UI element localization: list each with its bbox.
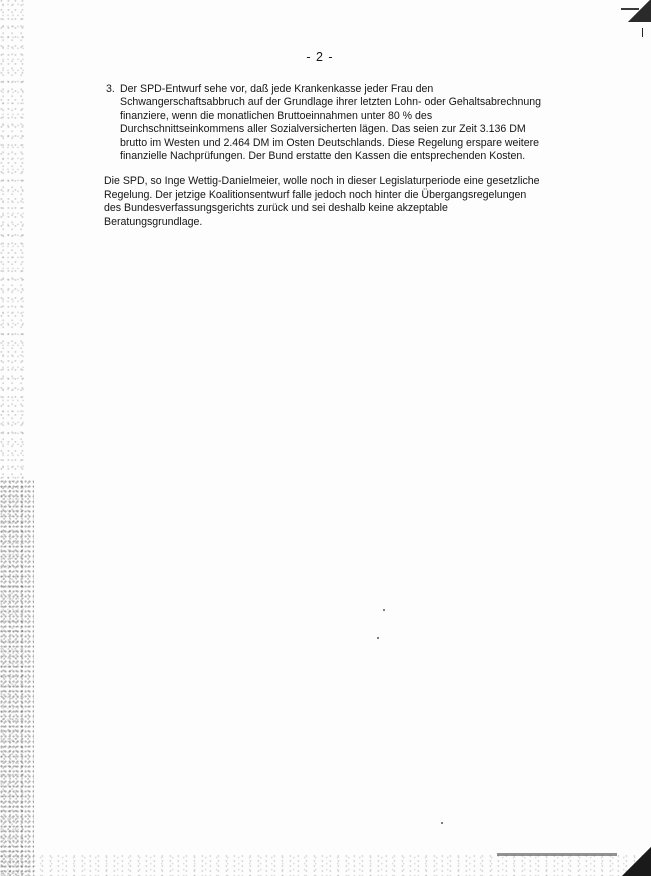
scan-corner-bottom-right [617, 846, 651, 876]
scan-speck [377, 637, 379, 639]
scan-noise-bottom [0, 854, 651, 876]
document-body [104, 83, 544, 240]
scan-speck [383, 609, 385, 611]
scan-noise-left-lower [0, 480, 34, 876]
numbered-list-item [106, 83, 544, 163]
page-number: - 2 - [306, 50, 334, 64]
scan-speck [441, 822, 443, 824]
body-paragraph: Die SPD, so Inge Wettig-Danielmeier, wolle noch in dieser Legislaturperiode eine gesetzliche Regelung. Der jetzige Koalitionsentwurf falle jedoch noch hinter die Übergangsregelungen des Bundesverfassungsgerichts zurück und sei deshalb keine akzeptable Beratungsgrundlage. [104, 175, 540, 228]
scan-edge-mark [621, 8, 639, 10]
list-item-text: Der SPD-Entwurf sehe vor, daß jede Krankenkasse jeder Frau den Schwangerschaftsabbruch auf der Grundlage ihrer letzten Lohn- oder Gehaltsabrechnung finanziere, wenn die monatlichen Bruttoeinnahmen unter 80 % des Durchschnittseinkommens aller Sozialversicherten lägen. Das seien zur Zeit 3.136 DM brutto im Westen und 2.464 DM im Osten Deutschlands. Diese Regelung erspare weitere finanzielle Nachprüfungen. Der Bund erstatte den Kassen die entsprechenden Kosten. [120, 83, 542, 163]
scan-edge-bottom-bar [497, 853, 617, 856]
scan-edge-tick [642, 28, 643, 37]
scan-corner-top-right [621, 0, 651, 22]
list-marker: 3. [106, 83, 115, 95]
